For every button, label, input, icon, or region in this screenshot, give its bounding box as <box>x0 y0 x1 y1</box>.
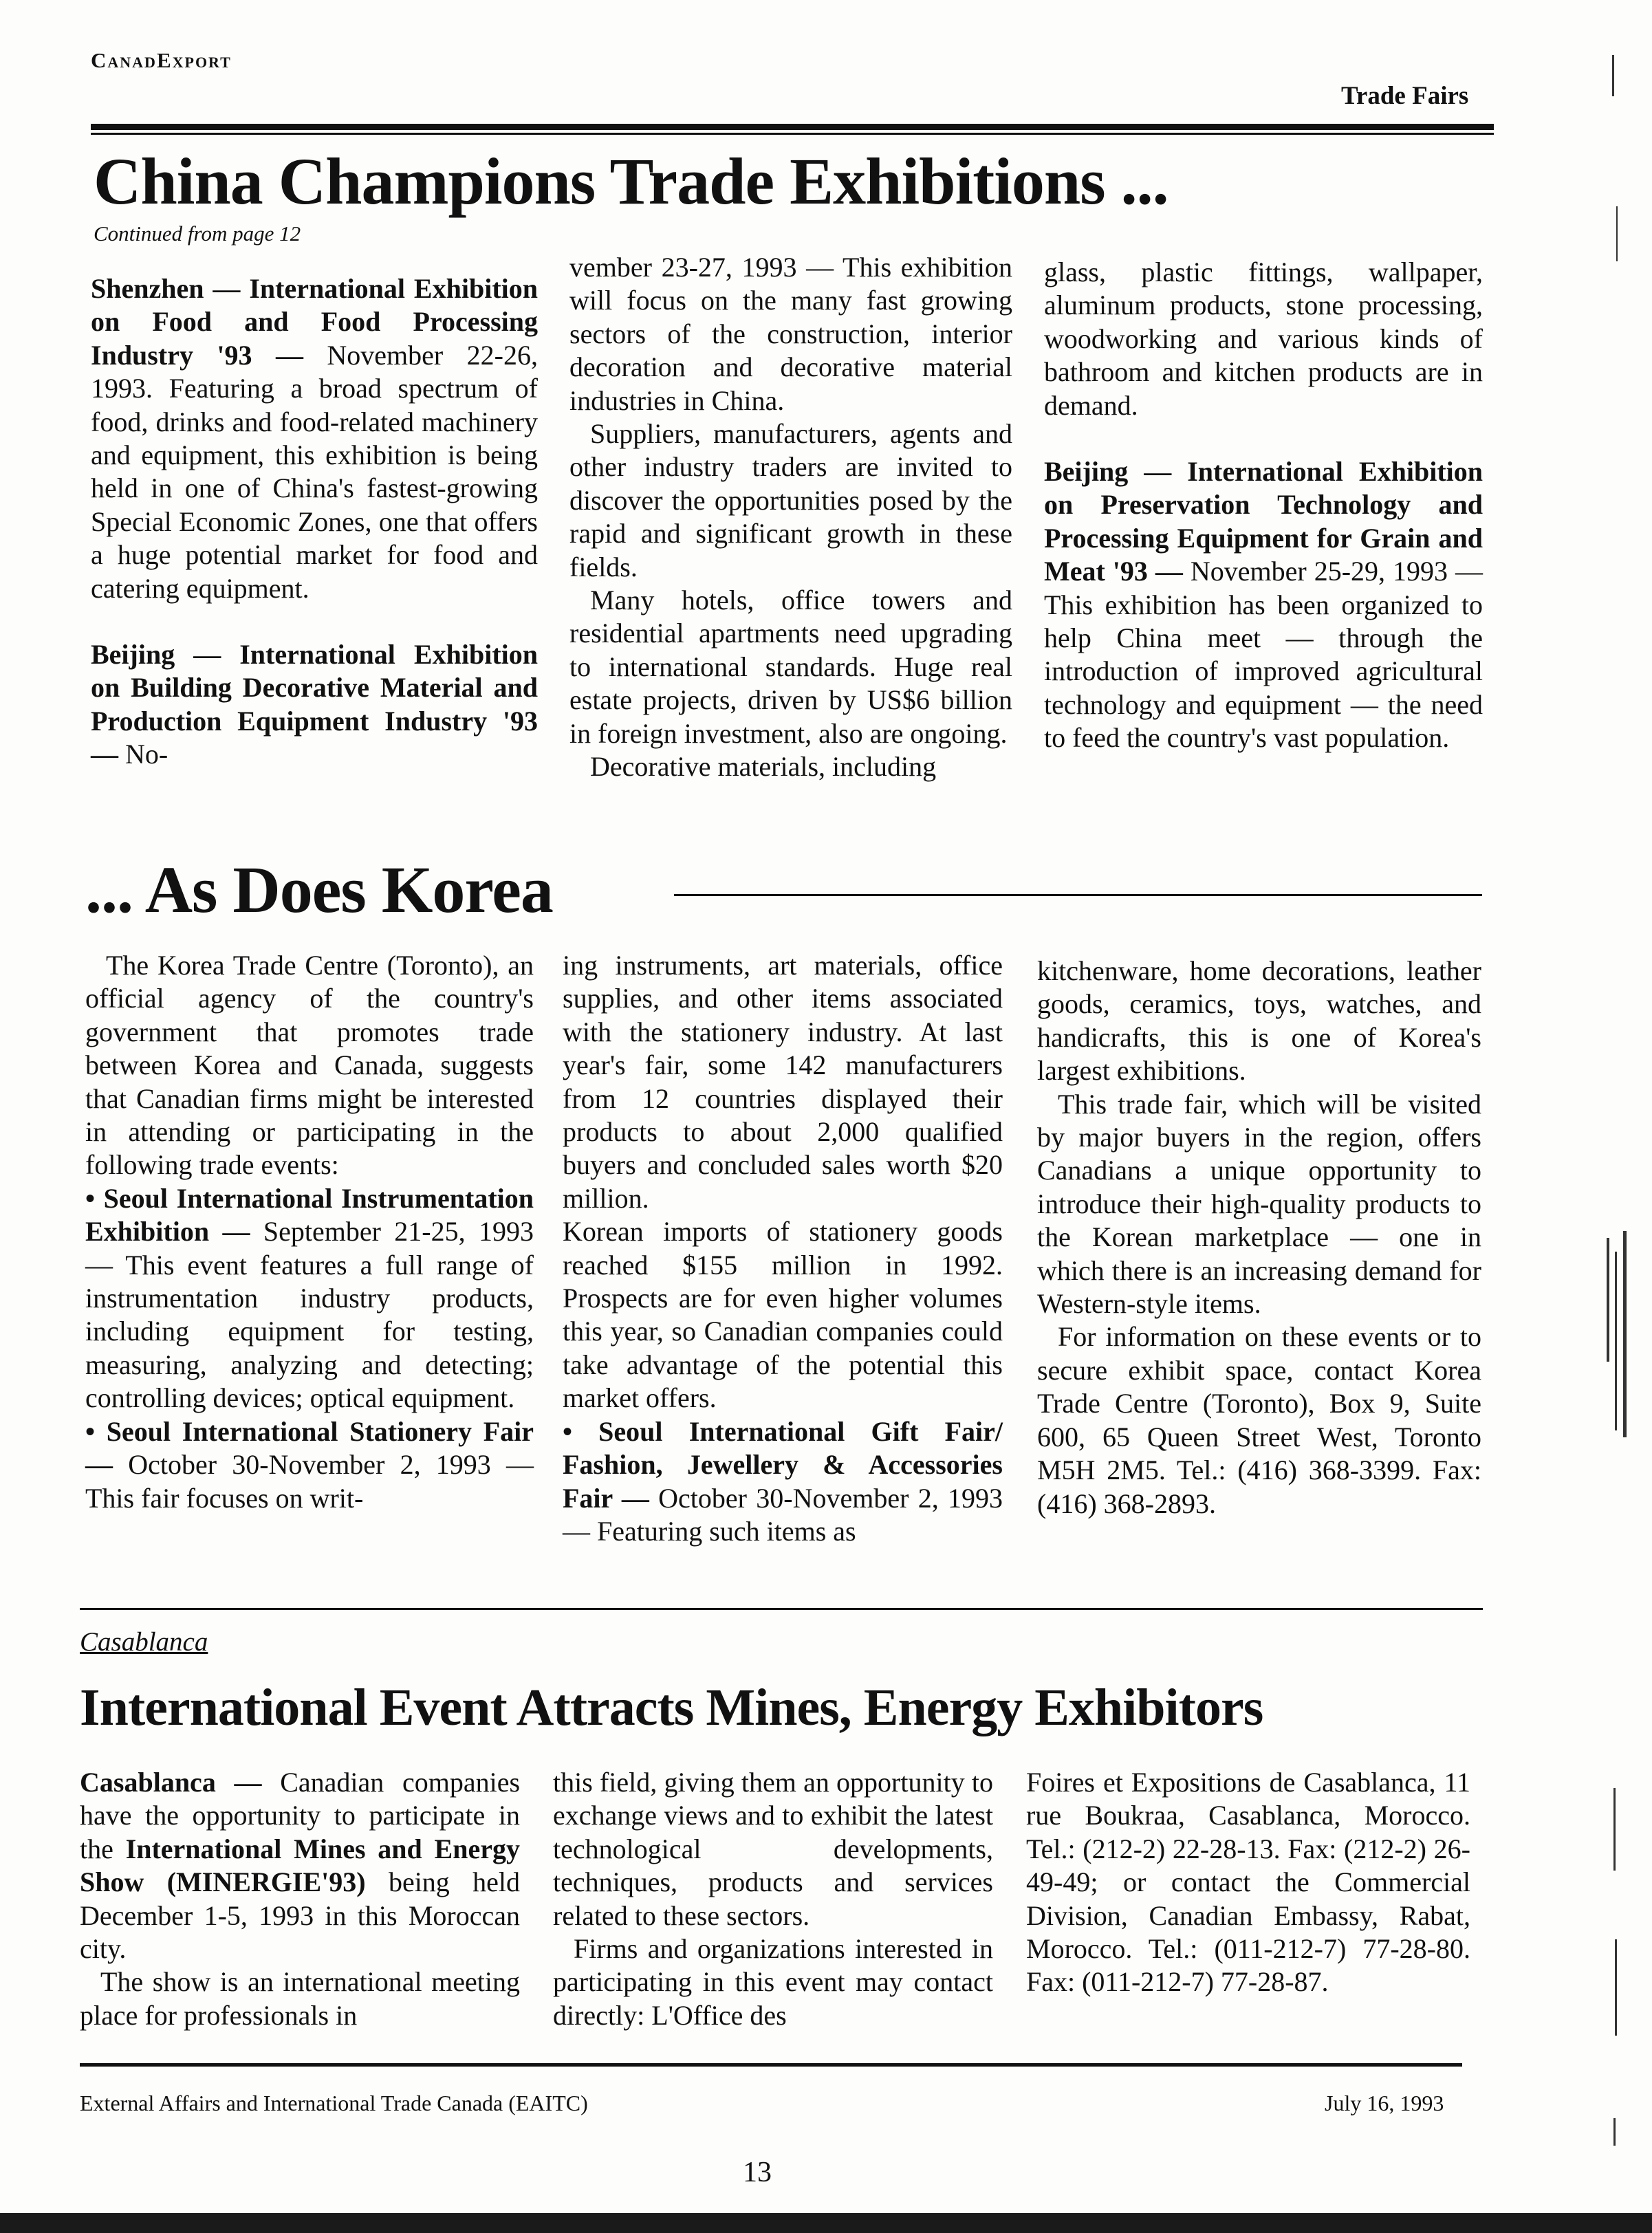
china-column-2 <box>569 251 1012 784</box>
scan-margin-mark <box>1623 1231 1627 1437</box>
scan-margin-mark <box>1607 1238 1609 1362</box>
korea-col2-para-1: ing instruments, art materials, office supplies, and other items associated with the stationery industry. At last year's fair, some 142 manufacturers from 12 countries displayed their products to about 2,000 qualified buyers and concluded sales worth $20 million. <box>563 950 1003 1214</box>
china-headline: China Champions Trade Exhibitions ... <box>94 144 1169 218</box>
beijing-decorative-event-body: No- <box>118 739 169 770</box>
casablanca-col1-para-2: The show is an international meeting place for professionals in <box>80 1966 520 2031</box>
gift-fair-event-title: • Seoul International Gift Fair/ Fashion, Jewellery & Accessories Fair — <box>563 1415 1003 1514</box>
footer-rule <box>80 2063 1462 2067</box>
scan-margin-mark <box>1612 55 1614 96</box>
korea-column-1 <box>85 949 534 1515</box>
stationery-event-title: • Seoul International Stationery Fair — <box>85 1415 534 1481</box>
casablanca-top-rule <box>80 1608 1483 1610</box>
casablanca-column-3 <box>1026 1766 1470 1999</box>
china-col2-para-4: Decorative materials, including <box>590 751 937 783</box>
beijing-decorative-event-title: Beijing — International Exhibition on Building Decorative Material and Production Equipment Industry '93 — <box>91 639 538 770</box>
casablanca-column-2 <box>553 1766 993 2032</box>
shenzhen-event-body: November 22-26, 1993. Featuring a broad spectrum of food, drinks and food-related machinery and equipment, this exhibition is being held in one of China's fastest-growing Special Economic Zones, one that offers a huge potential market for food and catering equipment. <box>91 339 538 604</box>
page-number: 13 <box>743 2157 772 2188</box>
scan-margin-mark <box>1615 1939 1617 2036</box>
header-rule-thick <box>91 124 1494 130</box>
korea-intro: The Korea Trade Centre (Toronto), an official agency of the country's government that promotes trade between Korea and Canada, suggests that Canadian firms might be interested in attending or participating in the following trade events: <box>85 950 534 1181</box>
scan-margin-mark <box>1613 2118 1616 2146</box>
scan-margin-mark <box>1613 1788 1616 1871</box>
gift-fair-event-body: October 30-November 2, 1993 — Featuring such items as <box>563 1482 1003 1547</box>
korea-col3-para-2: This trade fair, which will be visited by major buyers in the region, offers Canadians a unique opportunity to introduce their high-quality products to the Korean marketplace — one in which there is an increasing demand for Western-style items. <box>1037 1088 1481 1320</box>
korea-col3-para-1: kitchenware, home decorations, leather goods, ceramics, toys, watches, and handicrafts, this is one of Korea's largest exhibitions. <box>1037 955 1481 1087</box>
minergie-event-title: International Mines and Energy Show (MINERGIE'93) <box>80 1833 520 1898</box>
casablanca-headline: International Event Attracts Mines, Energy Exhibitors <box>80 1679 1263 1736</box>
footer-date: July 16, 1993 <box>1325 2091 1444 2115</box>
beijing-grain-event-title: Beijing — International Exhibition on Preservation Technology and Processing Equipment for Grain and Meat '93 — <box>1044 456 1483 587</box>
casablanca-dateline: Casablanca — <box>80 1767 262 1798</box>
korea-column-2 <box>563 949 1003 1548</box>
instrumentation-event-body: September 21-25, 1993 — This event features a full range of instrumentation industry products, including equipment for testing, measuring, analyzing and detecting; controlling devices; optical equipment. <box>85 1216 534 1414</box>
china-col2-para-2: Suppliers, manufacturers, agents and other industry traders are invited to discover the opportunities posed by the rapid and significant growth in these fields. <box>569 418 1012 582</box>
shenzhen-event-title: Shenzhen — International Exhibition on Food and Food Processing Industry '93 — <box>91 273 538 371</box>
scan-margin-mark <box>1616 206 1618 261</box>
casablanca-kicker: Casablanca <box>80 1627 208 1657</box>
scan-bottom-band <box>0 2213 1652 2233</box>
casablanca-intro-end: being held December 1-5, 1993 in this Moroccan city. <box>80 1866 521 1965</box>
casablanca-col2-para-2: Firms and organizations interested in participating in this event may contact directly: L'Office des <box>553 1933 993 2031</box>
china-column-3 <box>1044 256 1483 755</box>
casablanca-col2-para-1: this field, giving them an opportunity to exchange views and to exhibit the latest technological developments, techniques, products and services related to these sectors. <box>553 1767 993 1931</box>
korea-headline-rule <box>674 894 1482 896</box>
casablanca-intro-text: Canadian companies have the opportunity to participate in the <box>80 1767 521 1864</box>
continued-note: Continued from page 12 <box>94 221 301 246</box>
korea-col3-para-3: For information on these events or to secure exhibit space, contact Korea Trade Centre (Toronto), Box 9, Suite 600, 65 Queen Street West, Toronto M5H 2M5. Tel.: (416) 368-3399. Fax: (416) 368-2893. <box>1037 1321 1481 1519</box>
beijing-grain-event-body: November 25-29, 1993 — This exhibition has been organized to help China meet — through the introduction of improved agricultural technology and equipment — the need to feed the country's vast population. <box>1044 556 1483 754</box>
china-col2-para-1: vember 23-27, 1993 — This exhibition will focus on the many fast growing sectors of the construction, interior decoration and decorative material industries in China. <box>569 252 1012 416</box>
china-column-1 <box>91 272 538 772</box>
section-label: Trade Fairs <box>1341 82 1469 110</box>
china-col2-para-3: Many hotels, office towers and residential apartments need upgrading to international standards. Huge real estate projects, driven by US$6 billion in foreign investment, also are ongoing. <box>569 585 1012 749</box>
korea-column-3 <box>1037 955 1481 1521</box>
footer-publisher: External Affairs and International Trade Canada (EAITC) <box>80 2091 588 2115</box>
stationery-event-body: October 30-November 2, 1993 — This fair focuses on writ- <box>85 1449 534 1514</box>
casablanca-col3-para-1: Foires et Expositions de Casablanca, 11 rue Boukraa, Casablanca, Morocco. Tel.: (212-2) 22-28-13. Fax: (212-2) 26-49-49; or contact the Commercial Division, Canadian Embassy, Rabat, Morocco. Tel.: (011-212-7) 77-28-80. Fax: (011-212-7) 77-28-87. <box>1026 1767 1470 1998</box>
casablanca-column-1 <box>80 1766 520 2032</box>
china-col3-para-1: glass, plastic fittings, wallpaper, aluminum products, stone processing, woodworking and various kinds of bathroom and kitchen products are in demand. <box>1044 257 1483 421</box>
korea-headline: ... As Does Korea <box>85 853 553 926</box>
publication-name: CanadExport <box>91 48 232 72</box>
instrumentation-event-title: • Seoul International Instrumentation Exhibition — <box>85 1182 534 1248</box>
scan-margin-mark <box>1615 1252 1617 1430</box>
header-rule-thin <box>91 133 1494 135</box>
korea-col2-para-2: Korean imports of stationery goods reached $155 million in 1992. Prospects are for even higher volumes this year, so Canadian companies could take advantage of the potential this market offers. <box>563 1216 1003 1414</box>
